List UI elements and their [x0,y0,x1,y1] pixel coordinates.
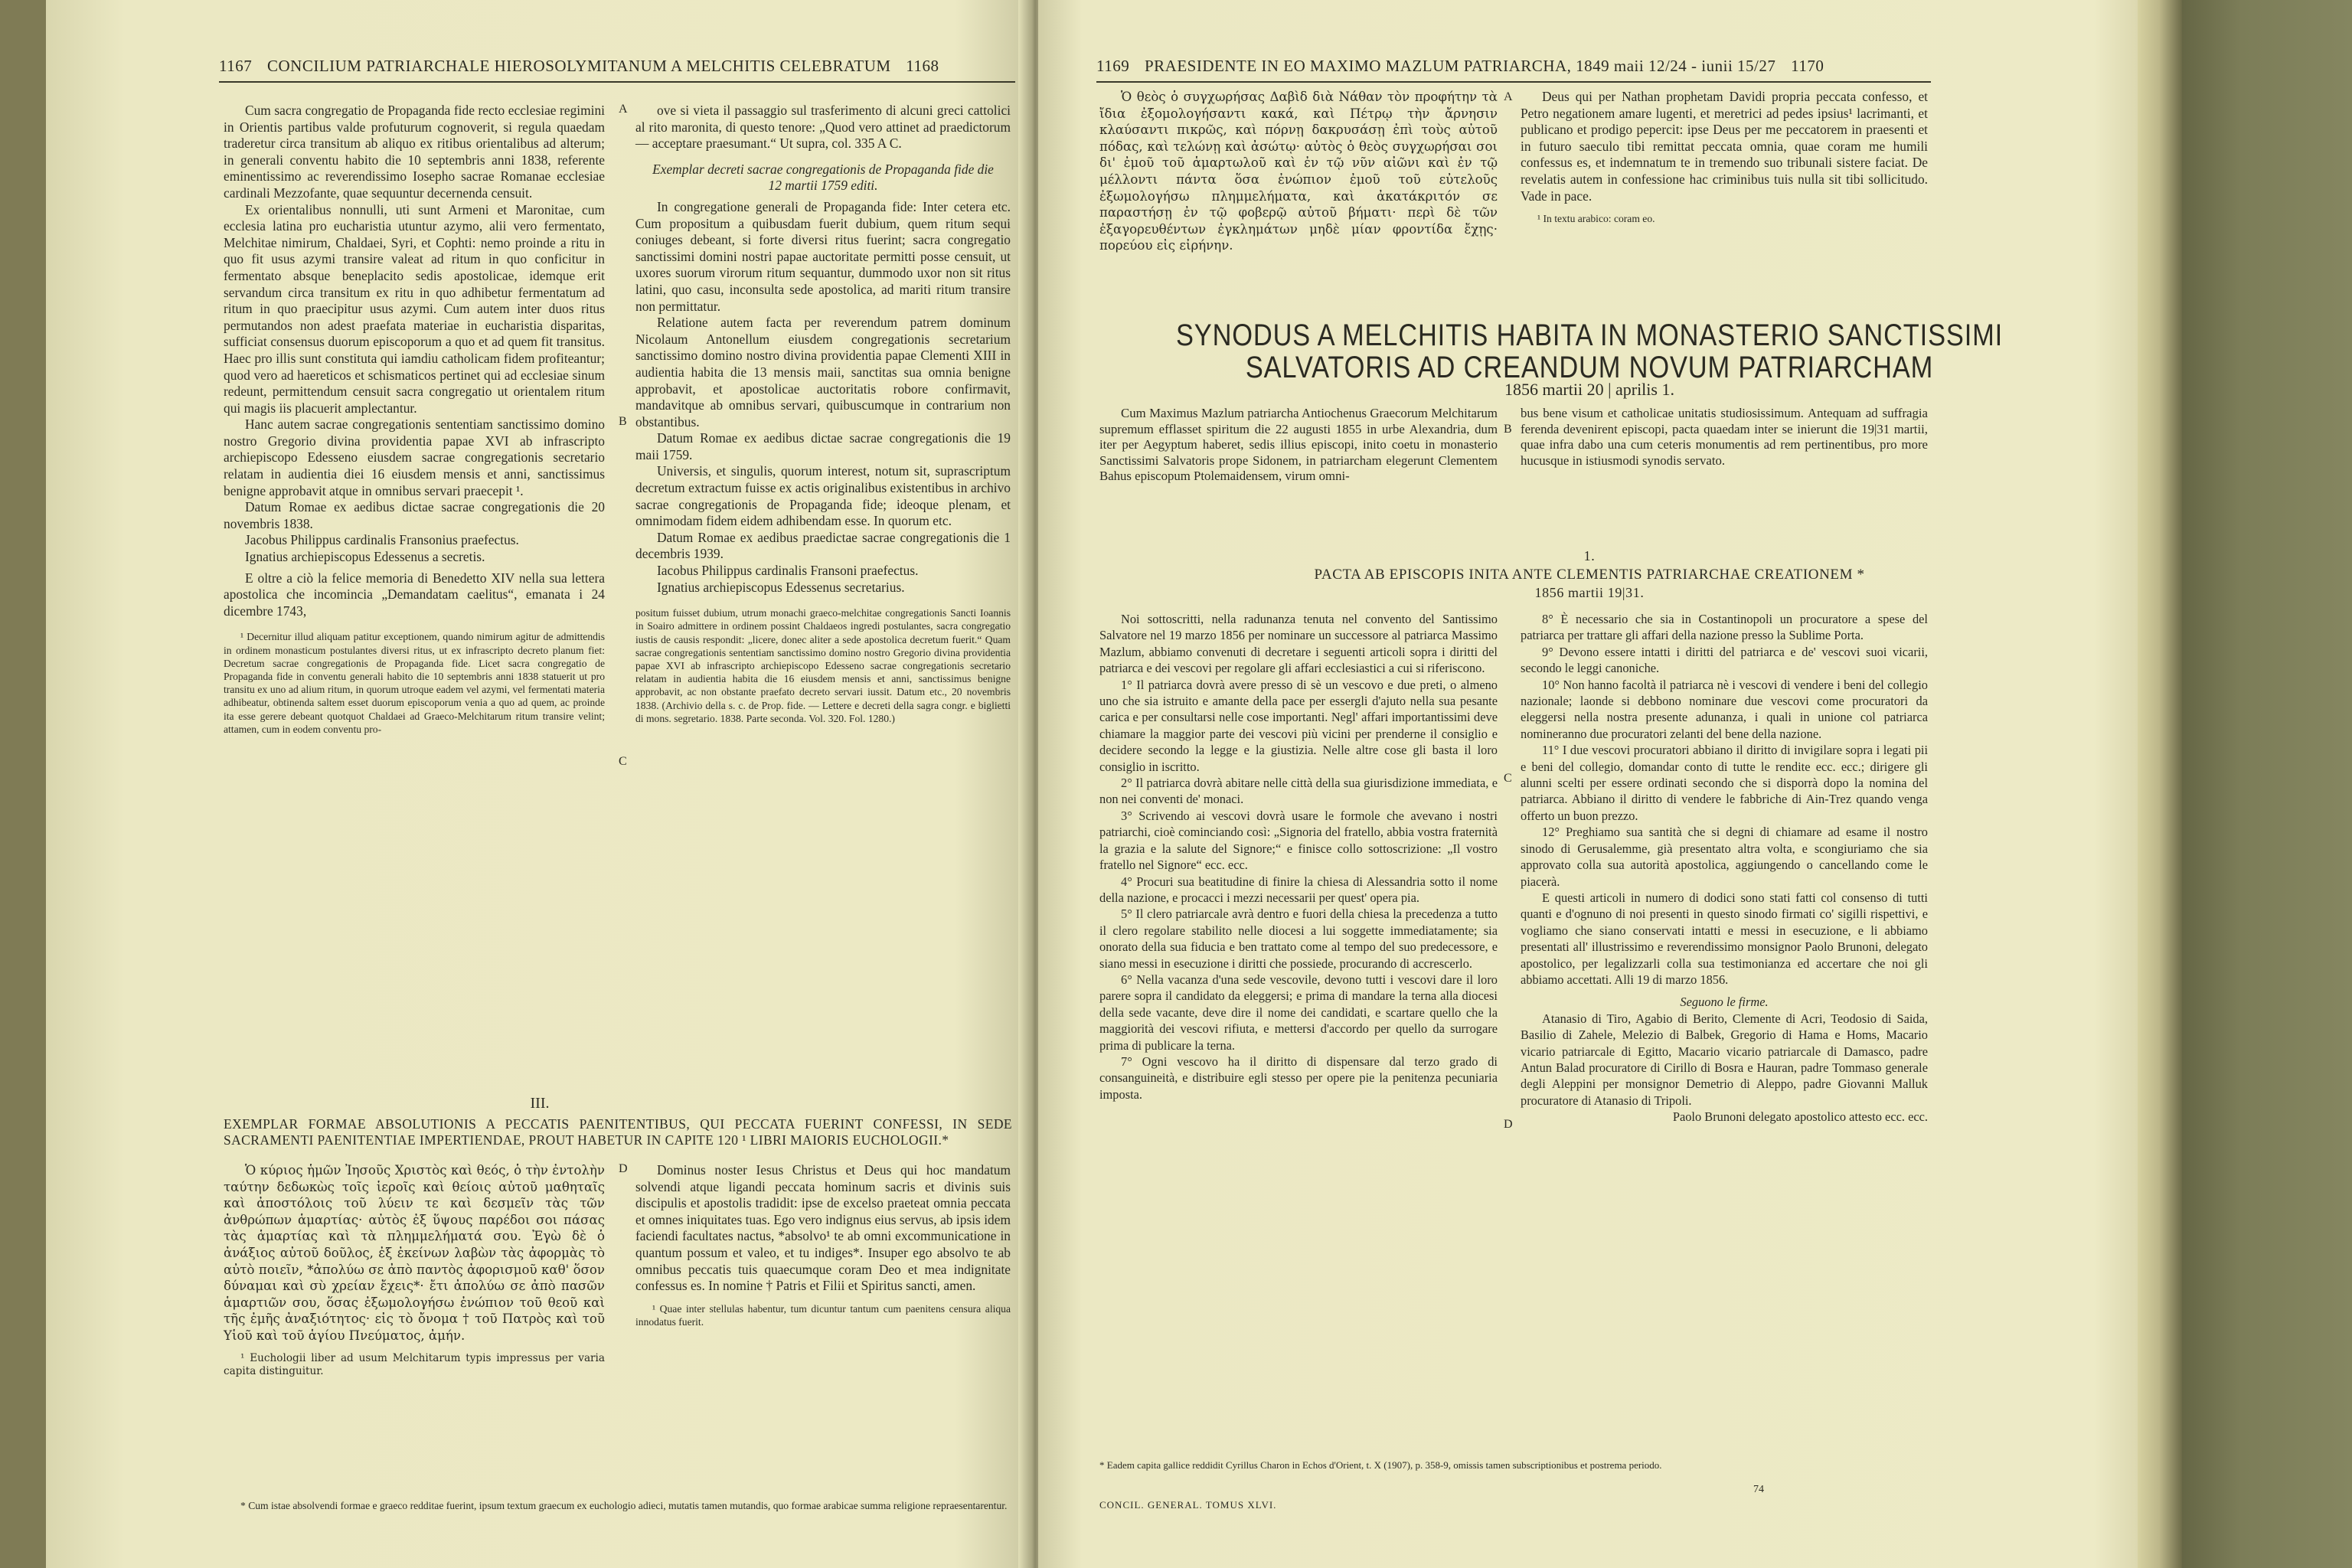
section-title-iii: EXEMPLAR FORMAE ABSOLUTIONIS A PECCATIS PAENITENTIBUS, QUI PECCATA FUERINT CONFESSI, IN SEDE SACRAMENTI PAENITENTIAE IMPERTIENDAE, PROUT HABETUR IN CAPITE 120 ¹ LIBRI MAIORIS EUCHOLOGII.* [224,1116,1012,1148]
footnote-text: positum fuisset dubium, utrum monachi graeco-melchitae congregationis Sancti Ioannis in Soairo admittere in ordinem possint Chaldaeos ingredi postulantes, sacra congregatio iustis de causis respondit: „licere, donec aliter a sede apostolica decretum fuerit.“ Quam sacrae congregationis sententiam sanctissimo domino nostro Gregorio divina providentia papae XVI ab infrascripto archiepiscopo Edesseno sacrae congregationis secretario relatam in audientia habita die 16 eiusdem mensis et anni, sanctissimus benigne approbavit, ac non obstante praefato decreto servari iussit. Datum etc., 20 novembris 1838. (Archivio della s. c. de Prop. fide. — Lettere e decreti della sagra congr. e biglietti di mons. segretario. 1838. Parte seconda. Vol. 320. Fol. 1280.) [635,607,1011,724]
article: 6° Nella vacanza d'una sede vescovile, devono tutti i vescovi dare il loro parere sopra il candidato da eleggersi; e prima di mandare la terna alla diocesi della sede vacante, deve dire il nome dei candidati, e scartare quello che la maggiorità dei vescovi rifiuta, e mettersi d'accordo per quello da surrogare prima di publicare la terna. [1099,972,1498,1053]
article: 10° Non hanno facoltà il patriarca nè i vescovi di vendere i beni del collegio nazionale; laonde si debbono nominare due vescovi come procuratori da eleggersi nella nostra presente adunanza, i quali in unione col patriarca nomineranno due procuratori zelanti del bene della nazione. [1521,677,1928,741]
signature-fransoni: Iacobus Philippus cardinalis Fransoni praefectus. [657,563,919,579]
article: 5° Il clero patriarcale avrà dentro e fuori della chiesa la precedenza a tutto il clero regolare stabilito nelle diocesi a lui soggette immediatamente; sia onorato della sua fiducia e ben trattato come al tempo del suo predecessore, e siano messi in esecuzione i diritti che possiede, procurando di accrescerlo. [1099,906,1498,971]
signature-ignatius-2: Ignatius archiepiscopus Edessenus secretarius. [657,579,905,595]
margin-letter-d: D [619,1162,628,1175]
right-footnote: * Eadem capita gallice reddidit Cyrillus Charon in Echos d'Orient, t. X (1907), p. 358-9, omissis tamen subscriptionibus et postrema periodo. [1099,1459,1662,1471]
paragraph: Cum Maximus Mazlum patriarcha Antiochenus Graecorum Melchitarum supremum efflasset spiritum die 22 augusti 1855 in urbe Alexandria, dum iter per Aegyptum haberet, sedis illius episcopi, inito coetu in monasterio Sanctissimi Salvatoris prope Sidonem, in patriarcham elegerunt Clementem Bahus episcopum Ptolemaidensem, virum omni- [1099,406,1498,484]
sheet-number: 74 [1753,1484,1764,1495]
italian-column-2 [1521,611,1928,1125]
left-column-2 [635,103,1011,725]
footnote-continuation [635,606,1011,725]
decree-heading: Exemplar decreti sacrae congregationis de Propaganda fide die 12 martii 1759 editi. [652,161,994,194]
signatures-list: Atanasio di Tiro, Agabio di Berito, Clemente di Acri, Teodosio di Saida, Basilio di Zahele, Melezio di Balbek, Gregorio di Hama e Homs, Macario vicario patriarcale di Egitto, Macario vicario patriarcale di Damasco, padre Antun Balad procuratore di Cirillo di Bosra e Hauran, padre Tommaso generale degli Aleppini per monsignor Demetrio di Aleppo, padre Giovanni Malluk procuratore di Atanasio di Tripoli. [1521,1011,1928,1108]
article: Noi sottoscritti, nella radunanza tenuta nel convento del Santissimo Salvatore nel 19 marzo 1856 per nominare un successore al patriarca Massimo Mazlum, abbiamo convenuti di decretare i seguenti articoli sopra i diritti del patriarca e dei vescovi per regolare gli affari ecclesiastici a cui si riferiscono. [1099,612,1498,676]
margin-letter-d: D [1504,1118,1513,1131]
left-column-1 [224,103,605,736]
article: 8° È necessario che sia in Costantinopoli un procuratore a spese del patriarca per trattare gli affari della nazione presso la Sublime Porta. [1521,612,1928,643]
footnote-text: ¹ Decernitur illud aliquam patitur exceptionem, quando nimirum agitur de admittendis in ordinem monasticum postulantes diversi ritus, ut ex infrascripto decreto planum fiet: Decretum sacrae congregationis de Propaganda fide. Licet sacra congregatio de Propaganda fide in conventu generali habito die 10 septembris anni 1838 statuerit ut pro transitu ex uno ad alium ritum, in quorum utroque eadem vel azymi, vel fermentati materia adhibeatur, obtinenda saltem esset duorum episcoporum venia a quo ad quem, ac proinde ita esse gerere debeant quotquot Chaldaei ad Graeco-Melchitarum ritum transire velint; attamen, cum in eodem conventu pro- [224,631,605,735]
signature-brunoni: Paolo Brunoni delegato apostolico attesto ecc. ecc. [1672,1109,1928,1125]
article: E questi articoli in numero di dodici sono stati fatti col consenso di tutti quanti e d'ognuno di noi presenti in questo sinodo firmati co' sigilli rispettivi, e vogliamo che siano conservati intatti e messi in esecuzione, e li abbiamo presentati all' illustrissimo e reverendissimo monsignor Paolo Brunoni, delegato apostolico, per legalizzarli colla sua testimonianza ed accertare che noi gli abbiamo accettati. Alli 19 di marzo 1856. [1521,890,1928,987]
article: 12° Preghiamo sua santità che si degni di chiamare ad esame il nostro sinodo di Gerusalemme, già presentato altra volta, e scongiuriamo che sia approvato colla sua autorità apostolica, aggiungendo o cancellando come le piacerà. [1521,825,1928,889]
section-number-iii: III. [530,1095,550,1112]
footnote-text: ¹ Quae inter stellulas habentur, tum dicuntur tantum cum paenitens censura aliqua innodatus fuerit. [635,1302,1011,1328]
pacta-date: 1856 martii 19|31. [1534,585,1645,600]
greek-footnote [224,1352,605,1378]
running-title-left: CONCILIUM PATRIARCHALE HIEROSOLYMITANUM A MELCHITIS CELEBRATUM [266,57,891,75]
intro-column-2 [1521,406,1928,469]
footnote-1 [224,630,605,736]
page-number-1169: 1169 [1096,57,1130,75]
latin-paragraph: Dominus noster Iesus Christus et Deus qui hoc mandatum solvendi atque ligandi peccata hominum sacris et divinis suis discipulis et apostolis tradidit: ipse de excelso praeteat omnia peccata et omnes iniquitates tuas. Ego vero indignus eius servus, ab ipsis idem faciendi facultates nactus, *absolvo¹ te ab omni excommunicatione in quantum possum et valeo, et tu indiges*. Insuper ego absolvo te ab omnibus peccatis tuis quaecumque coram Deo et mea indignitate confessus es. In nomine † Patris et Filii et Spiritus sancti, amen. [635,1162,1011,1294]
footnote-text: ¹ In textu arabico: coram eo. [1537,213,1655,225]
paragraph: Datum Romae ex aedibus dictae sacrae congregationis die 19 maii 1759. [635,430,1011,462]
right-page-header [1096,57,1824,76]
background-table-edge [2167,0,2352,1568]
greek-absolution-text-2 [1099,89,1498,254]
synod-title-line-1: SYNODUS A MELCHITIS HABITA IN MONASTERIO SANCTISSIMI [1175,318,2004,352]
seguono-le-firme: Seguono le firme. [1680,995,1769,1010]
article: 9° Devono essere intatti i diritti del patriarca e de' vescovi suoi vicarii, secondo le leggi canoniche. [1521,644,1928,676]
latin-absolution-text-2 [1521,89,1928,225]
book-page-edges [2136,0,2182,1568]
synod-date: 1856 martii 20 | aprilis 1. [1504,380,1674,399]
intro-column-1 [1099,406,1498,485]
margin-letter-a: A [1504,90,1513,103]
article: 2° Il patriarca dovrà abitare nelle città della sua giurisdizione immediata, e non nei conventi de' monaci. [1099,776,1498,807]
paragraph: Datum Romae ex aedibus dictae sacrae congregationis die 20 novembris 1838. [224,499,605,531]
margin-letter-b: B [619,415,627,428]
section-number-1: 1. [1583,548,1596,564]
latin-footnote [635,1302,1011,1328]
paragraph: E oltre a ciò la felice memoria di Benedetto XIV nella sua lettera apostolica che incomincia „Demandatam caelitus“, emanata i 24 dicembre 1743, [224,570,605,619]
latin-absolution-text [635,1162,1011,1328]
article: 4° Procuri sua beatitudine di finire la chiesa di Alessandria sotto il nome della nazione, e procacci i mezzi necessarii per quest' opera pia. [1099,874,1498,905]
greek-paragraph: Ὁ κύριος ἡμῶν Ἰησοῦς Χριστὸς καὶ θεός, ὁ τὴν ἐντολὴν ταύτην δεδωκὼς τοῖς ἱεροῖς καὶ θείοις αὐτοῦ μαθηταῖς καὶ ἀποστόλοις τοῦ λύειν τε καὶ δεσμεῖν τὰς τῶν ἀνθρώπων ἁμαρτίας· αὐτὸς ἐξ ὕψους παρέδοι σοι πάσας τὰς ἁμαρτίας καὶ τὰ πλημμελήματά σου. Ἐγὼ δὲ ὁ ἀνάξιος αὐτοῦ δοῦλος, ἐξ ἐκείνων λαβὼν τὰς ἀφορμὰς τὸ αὐτὸ ποιεῖν, *ἀπολύω σε ἀπὸ παντὸς ἀφορισμοῦ καθ' ὅσον δύναμαι καὶ σὺ χρείαν ἔχεις*· ἔτι ἀπολύω σε ἀπὸ πασῶν ἁμαρτιῶν σου, ὅσας ἐξωμολογήσω ἐνώπιον τοῦ θεοῦ καὶ τῆς ἐμῆς ἀναξιότητος· εἰς τὸ ὄνομα † τοῦ Πατρὸς καὶ τοῦ Υἱοῦ καὶ τοῦ ἁγίου Πνεύματος, ἀμήν. [224,1163,605,1343]
latin-paragraph: Deus qui per Nathan prophetam Davidi propria peccata confesso, et Petro negationem amare lugenti, et meretrici ad pedes ipsius¹ lacrimanti, et publicano et prodigo pepercit: ipse Deus per me peccatorem in praesenti et in futuro saeculo tibi remittat peccata omnia, quae coram me humili confessus es, et indemnatum te in tremendo suo tribunali sistere faciat. De revelatis autem in confessione hac criminibus tuis nulla sit tibi sollicitudo. Vade in pace. [1521,89,1928,204]
header-rule [1096,81,1931,83]
article: 1° Il patriarca dovrà avere presso di sè un vescovo e due preti, o almeno uno che sia istruito e amante della pace per essergli d'ajuto nella sua pesante carica e per consultarsi nelle cose importanti. Negl' affari importantissimi deve chiamare la maggior parte dei vescovi più vicini per prenderne il consiglio e decidere secondo la legge e la giustizia. Nelle altre cose gli basta il loro consiglio in iscritto. [1099,677,1498,774]
page-number-1170: 1170 [1791,57,1824,75]
signature-fransonius: Jacobus Philippus cardinalis Fransonius praefectus. [245,532,519,548]
left-page [46,0,1034,1568]
greek-paragraph: Ὁ θεὸς ὁ συγχωρήσας Δαβὶδ διὰ Νάθαν τὸν προφήτην τὰ ἴδια ἐξομολογήσαντι κακά, καὶ Πέτρῳ τὴν ἄρνησιν κλαύσαντι πικρῶς, καὶ πόρνῃ δακρυσάσῃ ἐπὶ τοὺς αὐτοῦ πόδας, καὶ τελώνῃ καὶ ἀσώτῳ· αὐτὸς ὁ θεὸς συγχωρήσαι σοι δι' ἐμοῦ τοῦ ἁμαρτωλοῦ καὶ ἐν τῷ νῦν αἰῶνι καὶ ἐν τῷ μέλλοντι πάντα ὅσα ἐνώπιον ἐμοῦ τοῦ εὐτελοῦς ἐξωμολογήσω πλημμελήματα, καὶ ἀκατάκριτόν σε παραστήσῃ ἐν τῷ φοβερῷ αὐτοῦ βήματι· περὶ δὲ τῶν ἐξαγορευθέντων ἐγκλημάτων μηδὲ μίαν φροντίδα ἔχῃς· πορεύου εἰς εἰρήνην. [1099,90,1498,253]
latin-footnote [1521,212,1928,225]
footnote-text: * Cum istae absolvendi formae e graeco redditae fuerint, ipsum textum graecum ex euchologio adieci, mutatis tamen mutandis, quo formae arabicae summa religione repraesentarentur. [240,1499,1008,1511]
signature-ignatius: Ignatius archiepiscopus Edessenus a secretis. [245,549,485,565]
left-page-header [219,57,939,76]
sheet-signature: CONCIL. GENERAL. TOMUS XLVI. [1099,1499,1277,1511]
running-title-right: PRAESIDENTE IN EO MAXIMO MAZLUM PATRIARCHA, 1849 maii 12/24 - iunii 15/27 [1144,57,1776,75]
article: 11° I due vescovi procuratori abbiano il diritto di invigilare sopra i legati pii e beni del collegio, domandar conto di tutte le rendite ecc. ecc.; dirigere gli alunni scelti per essere ordinati secondo che si disporrà dopo la nomina del patriarca. Abbiano il diritto di vendere le fabbriche di Ain-Trez quando venga offerto un buon prezzo. [1521,743,1928,823]
margin-letter-c: C [619,755,627,768]
article: 7° Ogni vescovo ha il diritto di dispensare dal terzo grado di consanguineità, e distribuire egli stesso per opere pie la penitenza pecuniaria imposta. [1099,1054,1498,1102]
header-rule [219,81,1015,83]
page-number-1167: 1167 [219,57,253,75]
paragraph: ove si vieta il passaggio sul trasferimento di alcuni greci cattolici al rito maronita, di questo tenore: „Quod vero attinet ad praedictorum — acceptare praesumant.“ Ut supra, col. 335 A C. [635,103,1011,152]
paragraph: bus bene visum et catholicae unitatis studiosissimum. Antequam ad suffragia ferenda devenirent episcopi, pacta quaedam inter se inierunt die 19|31 martii, quae infra dabo una cum ceteris monumentis ad rem pertinentibus, pro more hucusque in istiusmodi synodis servato. [1521,406,1928,468]
greek-absolution-text [224,1162,605,1378]
paragraph: In congregatione generali de Propaganda fide: Inter cetera etc. Cum propositum a quibusdam fuerit dubium, quem ritum sequi coniuges debeant, si forte diversi ritus fuerint; sacra congregatio sanctissimi domini nostri papae auctoritate permitti posse censuit, ut uxores suorum virorum ritum sequantur, dummodo uxor non sit ritus latini, quo casu, inconsulta sede apostolica, ad mariti ritum transire non permittatur. [635,198,1011,314]
paragraph: Hanc autem sacrae congregationis sententiam sanctissimo domino nostro Gregorio divina providentia papae XVI ab infrascripto archiepiscopo Edesseno eiusdem sacrae congregationis secretario relatam in audientia diei 16 eiusdem mensis et anni, sanctissimus benigne approbavit atque in omnibus servari praecepit ¹. [224,416,605,498]
paragraph: Datum Romae ex aedibus praedictae sacrae congregationis die 1 decembris 1939. [635,529,1011,562]
margin-letter-a: A [619,103,628,116]
paragraph: Cum sacra congregatio de Propaganda fide recto ecclesiae regimini in Orientis partibus valde profuturum cognoverit, si regula quaedam traderetur circa transitum ab aliquo ex ritibus orientalibus ad alterum; in generali conventu habito die 10 septembris anni 1838, referente eminentissimo ac reverendissimo Iosepho sacrae Romanae ecclesiae cardinali Mezzofante, quae sequuntur decernenda censuit. [224,103,605,201]
pacta-title: PACTA AB EPISCOPIS INITA ANTE CLEMENTIS PATRIARCHAE CREATIONEM * [1314,567,1865,583]
paragraph: Universis, et singulis, quorum interest, notum sit, suprascriptum decretum extractum fuisse ex actis originalibus existentibus in archivo sacrae congregationis de Propaganda fide; ideoque plenam, et omnimodam fidem eidem adhibendam esse. In quorum etc. [635,463,1011,529]
article: 3° Scrivendo ai vescovi dovrà usare le formole che avevano i nostri patriarchi, cioè cominciando così: „Signoria del fratello, abbia vostra fraternità la grazia e la salute del Signore;“ e finisce collo sottoscrizione: „Il vostro fratello nel Signore“ ecc. ecc. [1099,808,1498,873]
margin-letter-b: B [1504,423,1512,436]
page-number-1168: 1168 [906,57,939,75]
paragraph: Relatione autem facta per reverendum patrem dominum Nicolaum Antonellum eiusdem congregationis secretarium sanctissimo domino nostro divina providentia papae Clementi XIII in audientia habita die 13 mensis maii, sanctitas sua omnia benigne approbavit, et apostolicae auctoritatis robore confirmavit, mandavitque ab omnibus servari, quibuscumque in contrarium non obstantibus. [635,315,1011,430]
paragraph: Ex orientalibus nonnulli, uti sunt Armeni et Maronitae, cum ecclesia latina pro eucharistia utuntur azymo, alii vero fermentato, Melchitae nimirum, Chaldaei, Syri, et Cophti: nemo proinde a ritu in quo fit usus azymi transire valeat ad ritum in quo conficitur in fermentato absque beneplacito sedis apostolicae, idemque erit servandum circa transitum ex ritu in quo adhibetur fermentatum ad ritum in quo praecipitur usus azymi. Cum autem inter duos ritus permutandos non adest praefata materiae in eucharistia disparitas, sufficiat consensus duorum episcoporum a quo et ad quem fit transitus. Haec pro illis sunt constituta qui iamdiu catholicam fidem profiteantur; quod vero ad haereticos et schismaticos pertinet qui ad ecclesiae sinum redeunt, permittendum censuit sacra congregatio ut orientalem ritum qui magis iis placuerit amplectantur. [224,201,605,416]
synod-title-line-2: SALVATORIS AD CREANDUM NOVUM PATRIARCHAM [1245,351,1934,384]
italian-column-1 [1099,611,1498,1102]
footnote-text: ¹ Euchologii liber ad usum Melchitarum typis impressus per varia capita distinguitur. [224,1351,605,1377]
margin-letter-c: C [1504,772,1512,785]
bottom-footnote [224,1488,1012,1522]
